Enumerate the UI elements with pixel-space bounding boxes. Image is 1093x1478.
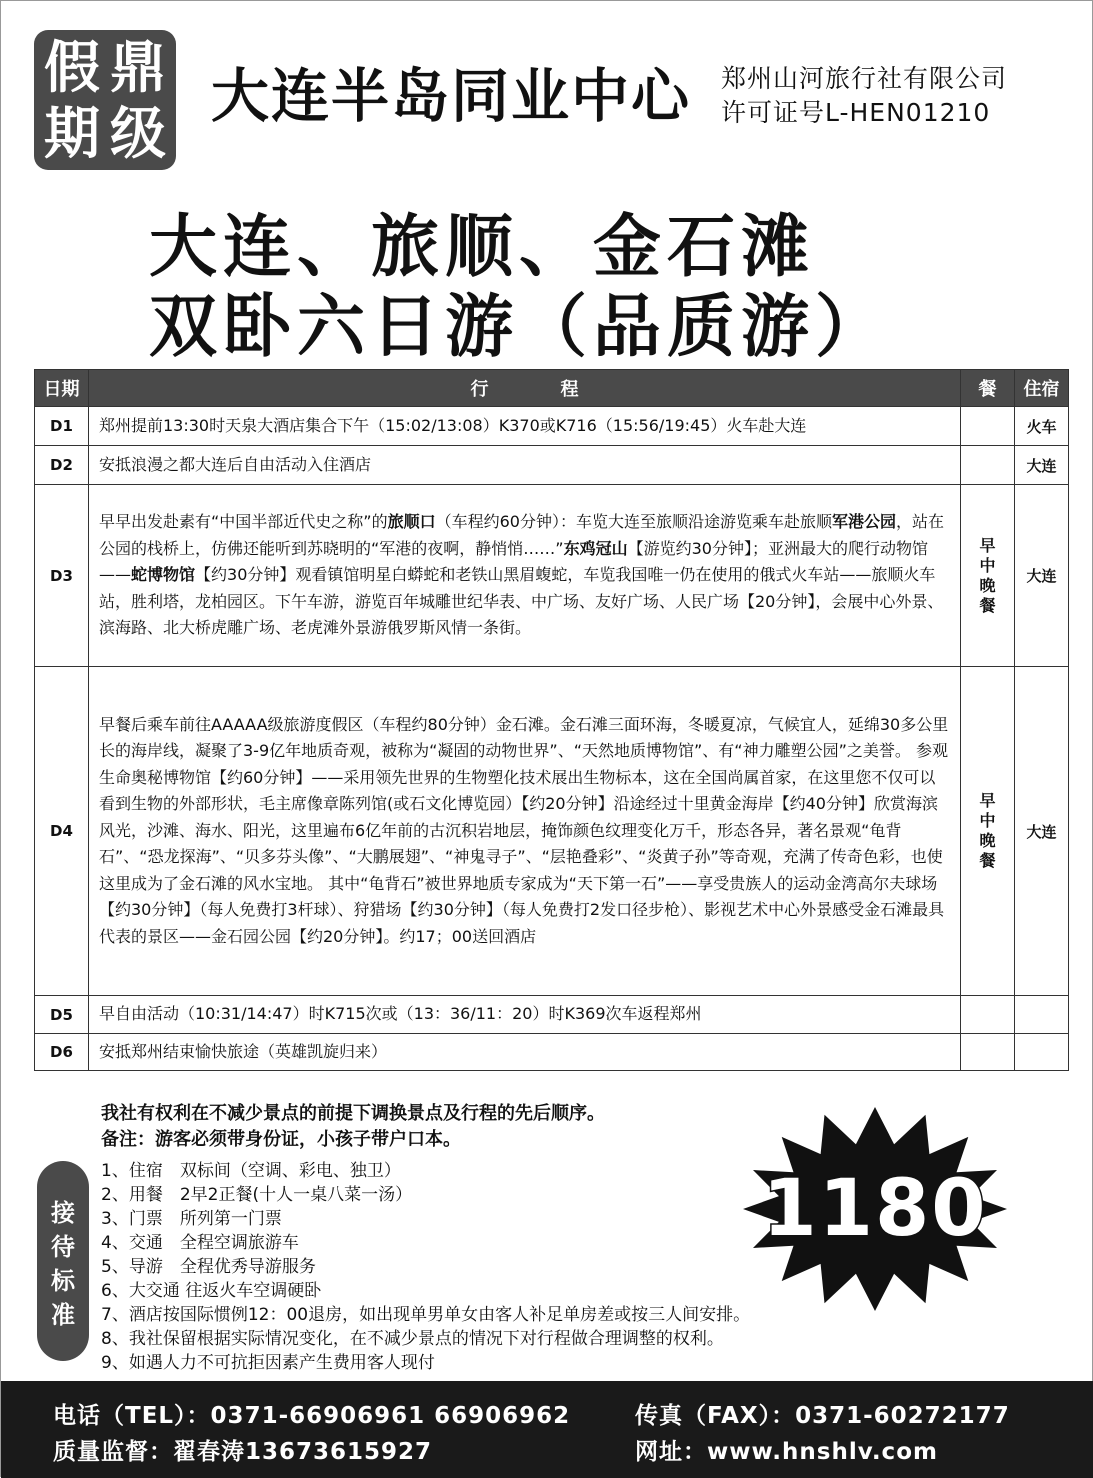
itinerary-cell: 郑州提前13:30时天泉大酒店集合下午（15:02/13:08）K370或K716（15:56/19:45）火车赴大连 [89,407,961,446]
logo-char: 鼎 [110,35,166,101]
standard-item: 2、用餐 2早2正餐(十人一桌八菜一汤） [101,1185,413,1205]
stay-cell: 大连 [1015,485,1069,667]
rights-notice: 我社有权利在不减少景点的前提下调换景点及行程的先后顺序。 [101,1103,605,1124]
standard-item: 5、导游 全程优秀导游服务 [101,1257,316,1277]
itinerary-text: 【约30分钟】观看镇馆明星白蟒蛇和老铁山黑眉蝮蛇，车览我国唯一仍在使用的俄式火车站——旅顺火车站，胜利塔，龙柏园区。下午车游，游览百年城雕世纪华表、中广场、友好广场、人民广场【20分钟】，会展中心外景、滨海路、北大桥虎雕广场、老虎滩外景游俄罗斯风情一条街。 [99,565,944,638]
header-itinerary: 行 程 [89,370,961,407]
logo-char: 级 [110,101,166,167]
highlight-spot: 蛇博物馆 [131,565,196,585]
standard-item: 4、交通 全程空调旅游车 [101,1233,299,1253]
meal-cell [961,667,1015,996]
meal-text: 早中晚餐 [979,535,996,615]
stay-cell: 大连 [1015,446,1069,485]
itinerary-text: 【游览约30分钟】；亚洲最大的爬行动物馆—— [99,538,928,585]
standard-item: 8、我社保留根据实际情况变化，在不减少景点的情况下对行程做合理调整的权利。 [101,1329,724,1349]
table-row [35,667,1069,996]
itinerary-cell: 安抵浪漫之都大连后自由活动入住酒店 [89,446,961,485]
meal-cell [961,1034,1015,1071]
table-row [35,446,1069,485]
standard-item: 9、如遇人力不可抗拒因素产生费用客人现付 [101,1353,435,1373]
standard-item: 6、大交通 往返火车空调硬卧 [101,1281,322,1301]
itinerary-table [34,369,1069,1071]
standard-item: 3、门票 所列第一门票 [101,1209,282,1229]
standard-item: 7、酒店按国际惯例12：00退房，如出现单男单女由客人补足单房差或按三人间安排。 [101,1305,751,1325]
meal-cell [961,446,1015,485]
price-value: 1180 [762,1164,988,1254]
footer-bar [1,1381,1093,1478]
highlight-spot: 军港公园 [831,512,896,532]
main-title-line1: 大连、旅顺、金石滩 [149,208,816,287]
table-row [35,407,1069,446]
meal-cell [961,485,1015,667]
standards-badge [37,1161,89,1361]
remark-notice: 备注：游客必须带身份证，小孩子带户口本。 [101,1129,461,1150]
itinerary-text: 早早出发赴素有“中国半部近代史之称”的 [99,512,388,532]
day-cell: D6 [35,1034,89,1071]
header-meal: 餐 [961,370,1015,407]
meal-cell [961,996,1015,1034]
itinerary-cell [89,485,961,667]
itinerary-cell: 早餐后乘车前往AAAAA级旅游度假区（车程约80分钟）金石滩。金石滩三面环海，冬暖夏凉，气候宜人，延绵30多公里长的海岸线，凝聚了3-9亿年地质奇观，被称为“凝固的动物世界”、“天然地质博物馆”、有“神力雕塑公园”之美誉。 参观 生命奥秘博物馆【约60分钟】——采用领先世界的生物塑化技术展出生物标本，这在全国尚属首家，在这里您不仅可以看到生物的外部形状，毛主席像章陈列馆(或石文化博览园）【约20分钟】沿途经过十里黄金海岸【约40分钟】欣赏海滨风光，沙滩、海水、阳光，这里遍布6亿年前的古沉积岩地层，掩饰颜色纹理变化万千，形态各异，著名景观“龟背石”、“恐龙探海”、“贝多芬头像”、“大鹏展翅”、“神鬼寻子”、“层艳叠彩”、“炎黄子孙”等奇观，充满了传奇色彩，也使这里成为了金石滩的风水宝地。 其中“龟背石”被世界地质专家成为“天下第一石”——享受贵族人的运动金湾高尔夫球场【约30分钟】（每人免费打3杆球）、狩猎场【约30分钟】（每人免费打2发口径步枪）、影视艺术中心外景感受金石滩最具代表的景区——金石园公园【约20分钟】。约17；00送回酒店 [89,667,961,996]
header-date: 日期 [35,370,89,407]
footer-tel: 电话（TEL）：0371-66906961 66906962 [53,1403,571,1429]
itinerary-cell: 早自由活动（10:31/14:47）时K715次或（13：36/11：20）时K369次车返程郑州 [89,996,961,1034]
meal-text: 早中晚餐 [979,791,996,870]
itinerary-text: （车程约60分钟）：车览大连至旅顺沿途游览乘车赴旅顺 [435,512,832,532]
badge-char: 接 [51,1199,75,1227]
table-row [35,996,1069,1034]
logo-char: 期 [44,101,100,167]
day-cell: D3 [35,485,89,667]
day-cell: D5 [35,996,89,1034]
day-cell: D1 [35,407,89,446]
badge-char: 标 [51,1267,75,1295]
standard-item: 1、住宿 双标间（空调、彩电、独卫） [101,1161,401,1181]
stay-cell: 大连 [1015,667,1069,996]
table-row [35,485,1069,667]
logo-char: 假 [44,35,100,101]
main-title-line2: 双卧六日游（品质游） [149,288,890,367]
footer-fax: 传真（FAX）：0371-60272177 [635,1403,1010,1429]
license-number: 许可证号L-HEN01210 [721,98,991,127]
header-stay: 住宿 [1015,370,1069,407]
itinerary-cell: 安抵郑州结束愉快旅途（英雄凯旋归来） [89,1034,961,1071]
stay-cell [1015,996,1069,1034]
footer-website: 网址：www.hnshlv.com [635,1439,938,1465]
stay-cell: 火车 [1015,407,1069,446]
day-cell: D2 [35,446,89,485]
badge-char: 待 [51,1233,75,1261]
highlight-spot: 旅顺口 [387,512,436,532]
meal-cell [961,407,1015,446]
logo-badge [34,30,176,170]
table-header-row [35,370,1069,407]
itinerary-text: ，站在公园的栈桥上，仿佛还能听到苏晓明的“军港的夜啊，静悄悄……” [99,512,945,558]
company-name: 郑州山河旅行社有限公司 [721,64,1008,93]
header-title: 大连半岛同业中心 [211,62,692,130]
stay-cell [1015,1034,1069,1071]
badge-char: 准 [51,1301,75,1329]
day-cell: D4 [35,667,89,996]
highlight-spot: 东鸡冠山 [563,538,628,558]
table-row [35,1034,1069,1071]
footer-quality: 质量监督：翟春涛13673615927 [53,1439,433,1465]
